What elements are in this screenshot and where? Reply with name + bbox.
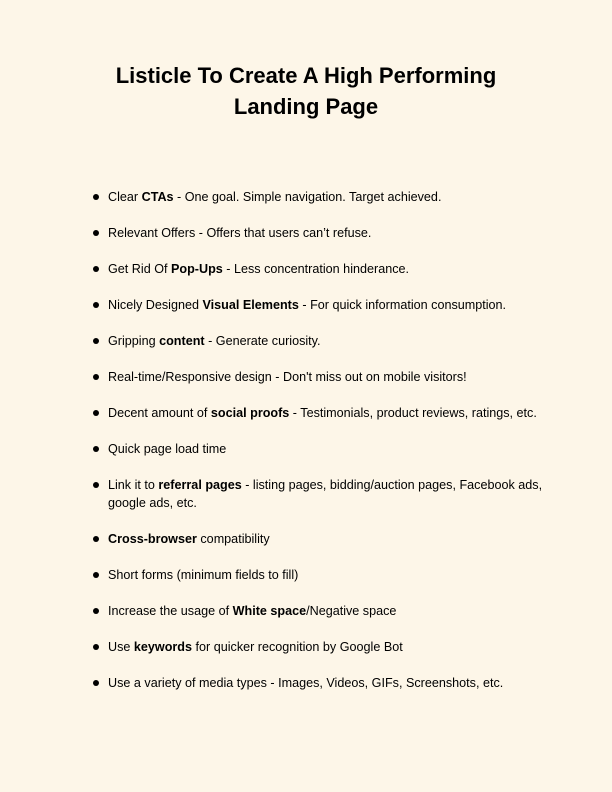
list-item-emphasis: social proofs	[210, 406, 290, 420]
list-item-emphasis: referral pages	[158, 478, 242, 492]
list-item-emphasis: CTAs	[141, 190, 174, 204]
list-item	[108, 260, 548, 278]
list-item-text: Use	[108, 640, 134, 654]
list-item-text: Short forms (minimum fields to fill)	[108, 568, 299, 582]
list-item-emphasis: Cross-browser	[108, 532, 197, 546]
list-item	[108, 296, 548, 314]
list-item-emphasis: Visual Elements	[202, 298, 299, 312]
list-item-text: Nicely Designed	[108, 298, 203, 312]
list-item-text: - Generate curiosity.	[204, 334, 321, 348]
list-item-text: Increase the usage of	[108, 604, 233, 618]
list-item-text: Quick page load time	[108, 442, 227, 456]
list-item	[108, 530, 548, 548]
list-item-text: Clear	[108, 190, 142, 204]
list-item-text: /Negative space	[306, 604, 397, 618]
list-item	[108, 224, 548, 242]
list-item	[108, 440, 548, 458]
list-item	[108, 674, 548, 692]
list-item-text: Use a variety of media types - Images, Videos, GIFs, Screenshots, etc.	[108, 676, 504, 690]
list-item	[108, 332, 548, 350]
list-item-text: Link it to	[108, 478, 159, 492]
list-item-emphasis: content	[159, 334, 205, 348]
list-item-emphasis: Pop-Ups	[171, 262, 223, 276]
title-line-1: Listicle To Create A High Performing	[115, 63, 497, 88]
list-item	[108, 476, 548, 512]
list-item-text: - Testimonials, product reviews, ratings, etc.	[289, 406, 537, 420]
list-item-text: Real-time/Responsive design - Don't miss out on mobile visitors!	[108, 370, 467, 384]
list-item	[108, 602, 548, 620]
list-item-text: Get Rid Of	[108, 262, 171, 276]
list-item-text: Decent amount of	[108, 406, 211, 420]
list-item-text: - One goal. Simple navigation. Target achieved.	[173, 190, 442, 204]
list-item-emphasis: White space	[232, 604, 307, 618]
tips-list	[108, 188, 548, 710]
list-item-text: Relevant Offers - Offers that users can’t refuse.	[108, 226, 372, 240]
list-item-text: Gripping	[108, 334, 160, 348]
title-line-2: Landing Page	[233, 94, 379, 119]
list-item	[108, 566, 548, 584]
list-item-text: - listing pages, bidding/auction pages, Facebook ads, google ads, etc.	[108, 478, 543, 510]
list-item-text: for quicker recognition by Google Bot	[192, 640, 403, 654]
list-item	[108, 404, 548, 422]
list-item	[108, 368, 548, 386]
page-title	[0, 60, 612, 122]
list-item-text: - Less concentration hinderance.	[222, 262, 410, 276]
list-item	[108, 188, 548, 206]
list-item-text: compatibility	[196, 532, 270, 546]
list-item	[108, 638, 548, 656]
list-item-emphasis: keywords	[133, 640, 193, 654]
list-item-text: - For quick information consumption.	[298, 298, 507, 312]
